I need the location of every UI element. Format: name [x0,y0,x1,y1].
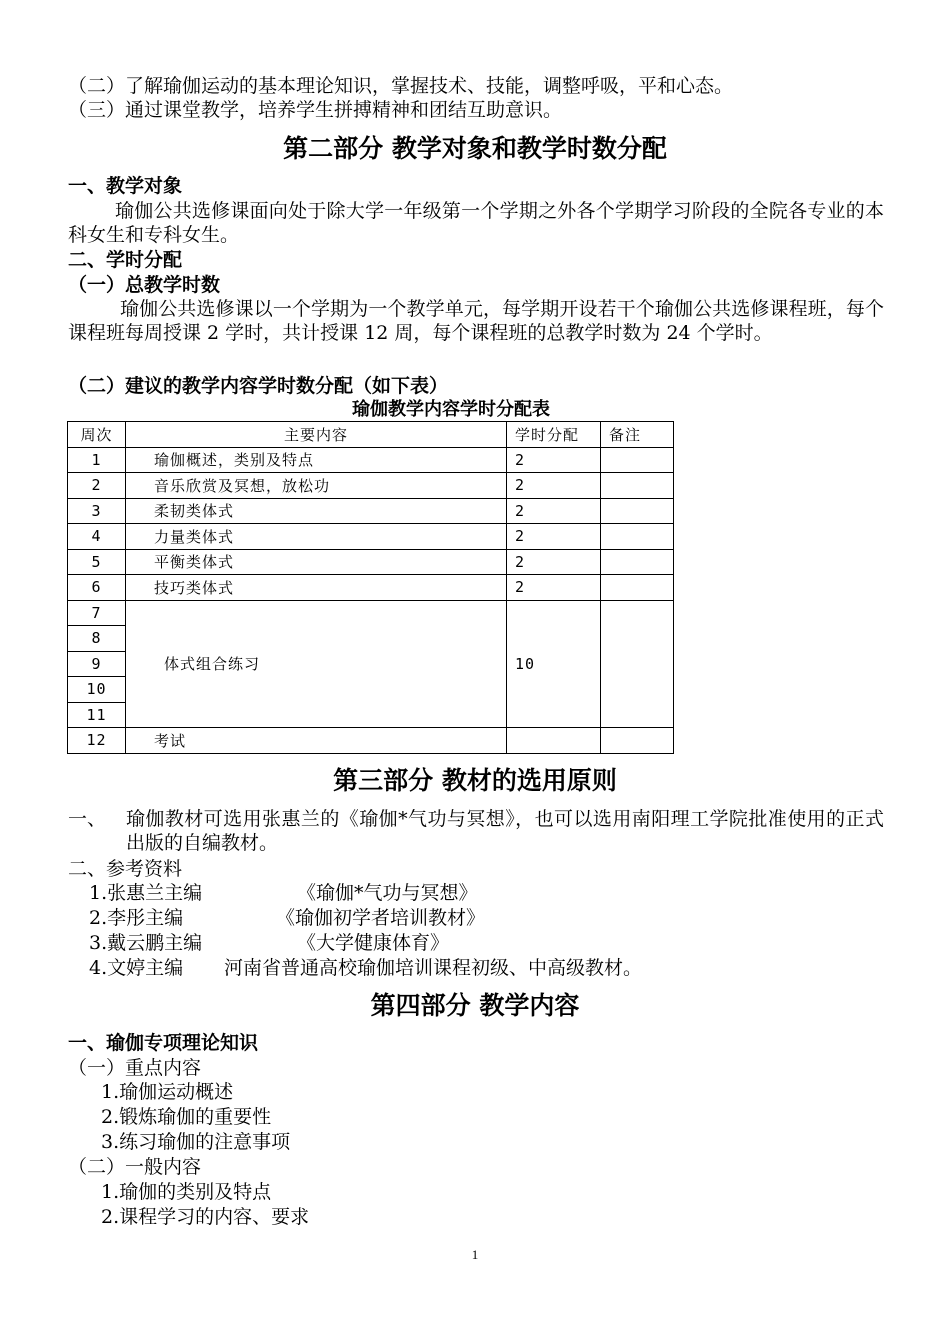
table-row [68,575,674,601]
objective-2: （二）了解瑜伽运动的基本理论知识，掌握技术、技能，调整呼吸，平和心态。 [68,75,734,97]
part2-title: 第二部分 教学对象和教学时数分配 [283,134,667,163]
key-content-heading: （一）重点内容 [68,1057,202,1079]
table-header-row [68,422,674,448]
table-title: 瑜伽教学内容学时分配表 [352,399,550,420]
general-content-item: 1.瑜伽的类别及特点 [101,1181,272,1203]
objective-3: （三）通过课堂教学，培养学生拼搏精神和团结互助意识。 [68,99,563,121]
cell-week: 8 [68,626,126,652]
cell-week: 7 [68,600,126,626]
table-row [68,447,674,473]
general-content-heading: （二）一般内容 [68,1156,202,1178]
cell-hours: 2 [507,498,601,524]
key-content-item: 2.锻炼瑜伽的重要性 [101,1106,272,1128]
cell-content: 力量类体式 [126,524,507,550]
cell-hours [507,728,601,754]
reference-author: 4.文婷主编 [89,957,184,979]
page-number: 1 [471,1247,479,1262]
cell-week: 12 [68,728,126,754]
cell-note [601,728,674,754]
reference-book: 《瑜伽初学者培训教材》 [276,907,486,929]
cell-content-merged: 体式组合练习 [126,600,507,728]
cell-content: 技巧类体式 [126,575,507,601]
cell-hours: 2 [507,524,601,550]
cell-week: 10 [68,677,126,703]
cell-hours: 2 [507,447,601,473]
reference-author: 2.李彤主编 [89,907,184,929]
teaching-object-text: 瑜伽公共选修课面向处于除大学一年级第一个学期之外各个学期学习阶段的全院各专业的本科女生和专科女生。 [68,200,884,246]
cell-content: 平衡类体式 [126,549,507,575]
cell-week: 4 [68,524,126,550]
textbook-item-number: 一、 [68,808,107,830]
textbook-item-text: 瑜伽教材可选用张惠兰的《瑜伽*气功与冥想》，也可以选用南阳理工学院批准使用的正式出版的自编教材。 [126,808,884,854]
cell-content: 瑜伽概述，类别及特点 [126,447,507,473]
cell-content: 柔韧类体式 [126,498,507,524]
general-content-item: 2.课程学习的内容、要求 [101,1206,310,1228]
total-hours-text: 瑜伽公共选修课以一个学期为一个教学单元，每学期开设若干个瑜伽公共选修课程班，每个课程班每周授课 2 学时，共计授课 12 周，每个课程班的总教学时数为 24 个学时。 [68,298,884,344]
table-row [68,498,674,524]
header-hours: 学时分配 [507,422,601,448]
key-content-item: 1.瑜伽运动概述 [101,1081,234,1103]
cell-note [601,447,674,473]
references-heading: 二、参考资料 [68,858,183,880]
table-row [68,524,674,550]
part3-title: 第三部分 教材的选用原则 [333,766,617,795]
cell-week: 2 [68,473,126,499]
table-row [68,549,674,575]
reference-book: 河南省普通高校瑜伽培训课程初级、中高级教材。 [224,957,643,979]
table-row [68,728,674,754]
cell-hours: 2 [507,575,601,601]
cell-hours-merged: 10 [507,600,601,728]
header-week: 周次 [68,422,126,448]
header-content: 主要内容 [126,422,507,448]
cell-note [601,498,674,524]
cell-note [601,549,674,575]
cell-note-merged [601,600,674,728]
table-row [68,473,674,499]
cell-week: 3 [68,498,126,524]
cell-content: 音乐欣赏及冥想，放松功 [126,473,507,499]
cell-week: 5 [68,549,126,575]
total-hours-heading: （一）总教学时数 [68,274,221,296]
cell-week: 11 [68,702,126,728]
cell-hours: 2 [507,473,601,499]
part4-title: 第四部分 教学内容 [370,991,580,1020]
key-content-item: 3.练习瑜伽的注意事项 [101,1131,291,1153]
cell-week: 1 [68,447,126,473]
cell-note [601,575,674,601]
suggested-allocation-heading: （二）建议的教学内容学时数分配（如下表） [68,375,449,397]
reference-book: 《瑜伽*气功与冥想》 [297,882,478,904]
teaching-object-heading: 一、教学对象 [68,175,183,197]
theory-heading: 一、瑜伽专项理论知识 [68,1032,259,1054]
reference-author: 1.张惠兰主编 [89,882,203,904]
schedule-table [67,421,674,754]
cell-note [601,473,674,499]
hours-allocation-heading: 二、学时分配 [68,249,183,271]
reference-book: 《大学健康体育》 [297,932,450,954]
header-notes: 备注 [601,422,674,448]
cell-week: 9 [68,651,126,677]
cell-week: 6 [68,575,126,601]
table-row [68,600,674,626]
cell-content: 考试 [126,728,507,754]
cell-note [601,524,674,550]
reference-author: 3.戴云鹏主编 [89,932,203,954]
cell-hours: 2 [507,549,601,575]
